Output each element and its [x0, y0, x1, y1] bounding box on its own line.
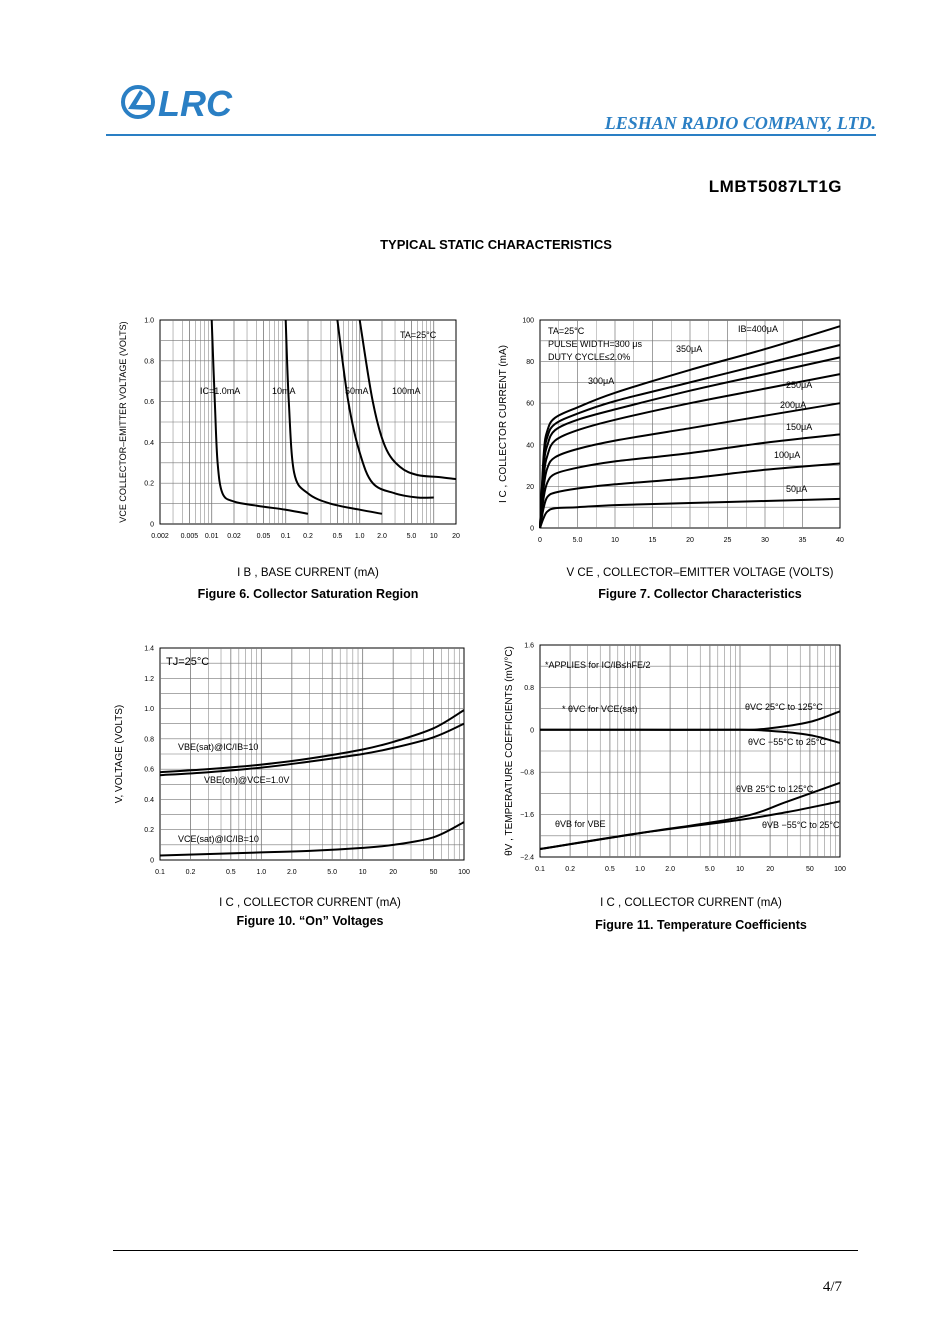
company-name: LESHAN RADIO COMPANY, LTD.: [604, 113, 876, 133]
x-tick-label: 0.1: [535, 866, 545, 873]
chart-annotation: DUTY CYCLE≤2.0%: [548, 352, 631, 362]
x-tick-label: 100: [834, 866, 846, 873]
x-tick-label: 5.0: [705, 866, 715, 873]
x-tick-label: 5.0: [406, 533, 417, 540]
y-tick-label: 0.2: [144, 827, 154, 835]
page-number: 4/7: [822, 1279, 842, 1295]
series-line: [160, 710, 464, 772]
fig7-caption: Figure 7. Collector Characteristics: [598, 587, 802, 601]
y-tick-label: 0.8: [524, 684, 534, 692]
series-label: 10mA: [272, 386, 296, 396]
footer-divider: [113, 1250, 858, 1251]
series-label: θVB 25°C to 125°C: [736, 784, 814, 794]
x-tick-label: 0.05: [256, 533, 271, 540]
chart-collector-saturation: [0, 0, 948, 620]
chart-annotation: TJ=25°C: [166, 656, 210, 668]
x-tick-label: 2.0: [377, 533, 387, 540]
y-tick-label: 0: [150, 857, 154, 865]
x-tick-label: 20: [766, 866, 775, 873]
chart-annotation: PULSE WIDTH=300 μs: [548, 339, 642, 349]
x-tick-label: 10: [358, 869, 367, 876]
plot-frame: [160, 648, 464, 860]
y-tick-label: 0.4: [144, 439, 154, 447]
x-tick-label: 0.2: [565, 866, 575, 873]
chart-annotation: TA=25°C: [400, 330, 437, 340]
chart-annotation: *APPLIES for IC/IB≤hFE/2: [545, 660, 651, 670]
y-tick-label: 1.0: [144, 706, 154, 714]
x-tick-label: 10: [611, 537, 619, 544]
chart-annotation: TA=25°C: [548, 326, 585, 336]
x-tick-label: 20: [686, 537, 694, 544]
series-label: 300μA: [588, 376, 615, 386]
series-line: [540, 730, 840, 743]
y-tick-label: 0.4: [144, 796, 154, 804]
y-tick-label: 0: [150, 521, 154, 529]
plot-frame: [540, 645, 840, 857]
x-tick-label: 100: [458, 869, 470, 876]
x-tick-label: 35: [798, 537, 807, 544]
y-tick-label: −1.6: [520, 812, 534, 820]
y-tick-label: 20: [526, 483, 534, 491]
series-label: IC=1.0mA: [200, 386, 241, 396]
y-tick-label: 80: [526, 359, 534, 367]
series-label: 50μA: [786, 484, 808, 494]
series-label: 100mA: [392, 386, 421, 396]
x-tick-label: 2.0: [286, 869, 297, 876]
series-line: [540, 801, 840, 849]
y-tick-label: 1.0: [144, 317, 154, 325]
y-tick-label: −2.4: [520, 854, 534, 862]
x-tick-label: 0.2: [185, 869, 196, 876]
x-tick-label: 0.1: [155, 869, 165, 876]
x-tick-label: 5.0: [327, 869, 338, 876]
x-tick-label: 1.0: [256, 869, 267, 876]
x-tick-label: 50: [429, 869, 438, 876]
x-tick-label: 10: [429, 533, 438, 540]
fig6-caption: Figure 6. Collector Saturation Region: [197, 587, 419, 601]
y-tick-label: 0.6: [144, 766, 154, 774]
y-tick-label: 0.8: [144, 358, 154, 366]
series-label: IB=400μA: [738, 324, 778, 334]
section-title: TYPICAL STATIC CHARACTERISTICS: [380, 237, 612, 252]
fig10-caption: Figure 10. “On” Voltages: [236, 914, 384, 928]
x-tick-label: 0.1: [280, 533, 291, 540]
y-tick-label: 0.8: [144, 736, 154, 744]
fig6-x-title: I B , BASE CURRENT (mA): [237, 567, 379, 579]
series-label: 200μA: [780, 400, 807, 410]
series-label: θVC 25°C to 125°C: [745, 702, 823, 712]
x-tick-label: 0.5: [332, 533, 343, 540]
fig11-caption: Figure 11. Temperature Coefficients: [595, 918, 807, 932]
y-tick-label: 0: [530, 525, 534, 533]
series-label: 350μA: [676, 344, 703, 354]
fig7-x-title: V CE , COLLECTOR–EMITTER VOLTAGE (VOLTS): [566, 567, 834, 579]
x-tick-label: 0.01: [204, 533, 219, 540]
fig11-x-title: I C , COLLECTOR CURRENT (mA): [600, 897, 782, 909]
y-axis-title: I C , COLLECTOR CURRENT (mA): [498, 345, 509, 503]
series-line: [160, 822, 464, 855]
x-tick-label: 0.5: [605, 866, 615, 873]
series-label: 100μA: [774, 450, 801, 460]
x-tick-label: 0.005: [180, 533, 199, 540]
series-label: θVC −55°C to 25°C: [748, 737, 826, 747]
y-tick-label: 1.2: [144, 675, 154, 683]
x-tick-label: 0.2: [303, 533, 313, 540]
chart-annotation: θVB for VBE: [555, 819, 606, 829]
y-tick-label: 1.6: [524, 642, 534, 650]
series-label: 150μA: [786, 422, 813, 432]
x-tick-label: 20: [452, 533, 460, 540]
series-line: [160, 724, 464, 776]
y-tick-label: −0.8: [520, 769, 534, 777]
series-label: VBE(sat)@IC/IB=10: [178, 742, 259, 752]
x-tick-label: 0.02: [227, 533, 241, 540]
series-line: [540, 783, 840, 849]
series-label: 250μA: [786, 380, 813, 390]
y-axis-title: V, VOLTAGE (VOLTS): [114, 704, 125, 804]
y-axis-title: θV , TEMPERATURE COEFFICIENTS (mV/°C): [504, 646, 515, 856]
y-tick-label: 0.2: [144, 480, 154, 488]
x-tick-label: 40: [836, 537, 844, 544]
x-tick-label: 1.0: [354, 533, 365, 540]
series-label: 50mA: [345, 386, 369, 396]
x-tick-label: 50: [805, 866, 814, 873]
y-tick-label: 0: [530, 727, 534, 735]
x-tick-label: 0.5: [225, 869, 236, 876]
x-tick-label: 1.0: [635, 866, 645, 873]
x-tick-label: 2.0: [665, 866, 675, 873]
x-tick-label: 5.0: [572, 537, 583, 544]
x-tick-label: 30: [761, 537, 769, 544]
x-tick-label: 15: [648, 537, 657, 544]
y-tick-label: 100: [522, 317, 534, 325]
y-tick-label: 1.4: [144, 645, 154, 653]
fig10-x-title: I C , COLLECTOR CURRENT (mA): [219, 897, 401, 909]
x-tick-label: 20: [389, 869, 398, 876]
y-axis-title: VCE COLLECTOR–EMITTER VOLTAGE (VOLTS): [118, 321, 128, 523]
x-tick-label: 0.002: [151, 533, 169, 540]
x-tick-label: 0: [538, 537, 542, 544]
x-tick-label: 10: [736, 866, 744, 873]
y-tick-label: 40: [526, 442, 534, 450]
y-tick-label: 60: [526, 400, 534, 408]
y-tick-label: 0.6: [144, 399, 154, 407]
x-tick-label: 25: [723, 537, 732, 544]
logo-text: LRC: [158, 83, 232, 124]
series-label: VBE(on)@VCE=1.0V: [204, 775, 290, 785]
part-number: LMBT5087LT1G: [708, 177, 842, 196]
series-label: VCE(sat)@IC/IB=10: [178, 834, 259, 844]
series-label: θVB −55°C to 25°C: [762, 820, 840, 830]
series-line: [540, 711, 840, 730]
chart-annotation: * θVC for VCE(sat): [562, 704, 638, 714]
